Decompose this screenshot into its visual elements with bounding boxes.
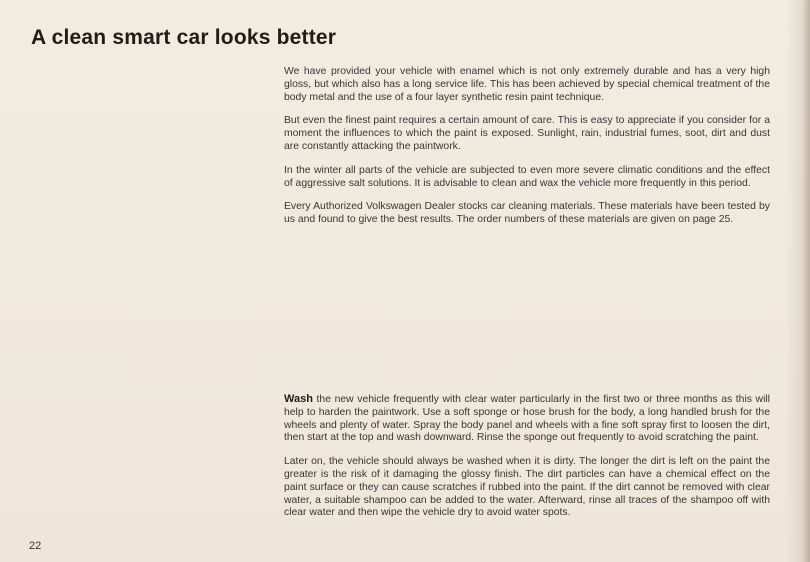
wash-paragraph-2: Later on, the vehicle should always be washed when it is dirty. The longer the dirt is left on the paint the greater is the risk of it damaging the glossy finish. The dirt particles can have a chemical effect on the paint surface or they can cause scratches if rubbed into the paint. If the dirt cannot be removed with clear water, a suitable shampoo can be added to the water. Afterward, rinse all traces of the shampoo off with clear water and then wipe the vehicle dry to avoid water spots.	[284, 456, 770, 519]
intro-section	[284, 66, 770, 238]
wash-paragraph-1-text: the new vehicle frequently with clear water particularly in the first two or three months as this will help to harden the paintwork. Use a soft sponge or hose brush for the body, a long handled brush for the wheels and plenty of water. Spray the body panel and wheels with a fine soft spray first to loosen the dirt, then start at the top and wash downward. Rinse the sponge out frequently to avoid scratching the paint.	[284, 394, 770, 444]
page-title: A clean smart car looks better	[31, 26, 337, 49]
intro-paragraph-3: In the winter all parts of the vehicle are subjected to even more severe climatic conditions and the effect of aggressive salt solutions. It is advisable to clean and wax the vehicle more frequently in this period.	[284, 164, 770, 189]
wash-paragraph-1	[284, 393, 770, 445]
intro-paragraph-1: We have provided your vehicle with enamel which is not only extremely durable and has a very high gloss, but which also has a long service life. This has been achieved by special chemical treatment of the body metal and the use of a four layer synthetic resin paint technique.	[284, 66, 770, 103]
intro-paragraph-4: Every Authorized Volkswagen Dealer stocks car cleaning materials. These materials have been tested by us and found to give the best results. The order numbers of these materials are given on page 25.	[284, 201, 770, 226]
wash-lead-word: Wash	[284, 393, 313, 405]
page-number: 22	[29, 540, 42, 552]
wash-section	[284, 393, 770, 531]
intro-paragraph-2: But even the finest paint requires a certain amount of care. This is easy to appreciate if you consider for a moment the influences to which the paint is exposed. Sunlight, rain, industrial fumes, soot, dirt and dust are constantly attacking the paintwork.	[284, 115, 770, 152]
page-edge-shadow	[802, 0, 810, 562]
